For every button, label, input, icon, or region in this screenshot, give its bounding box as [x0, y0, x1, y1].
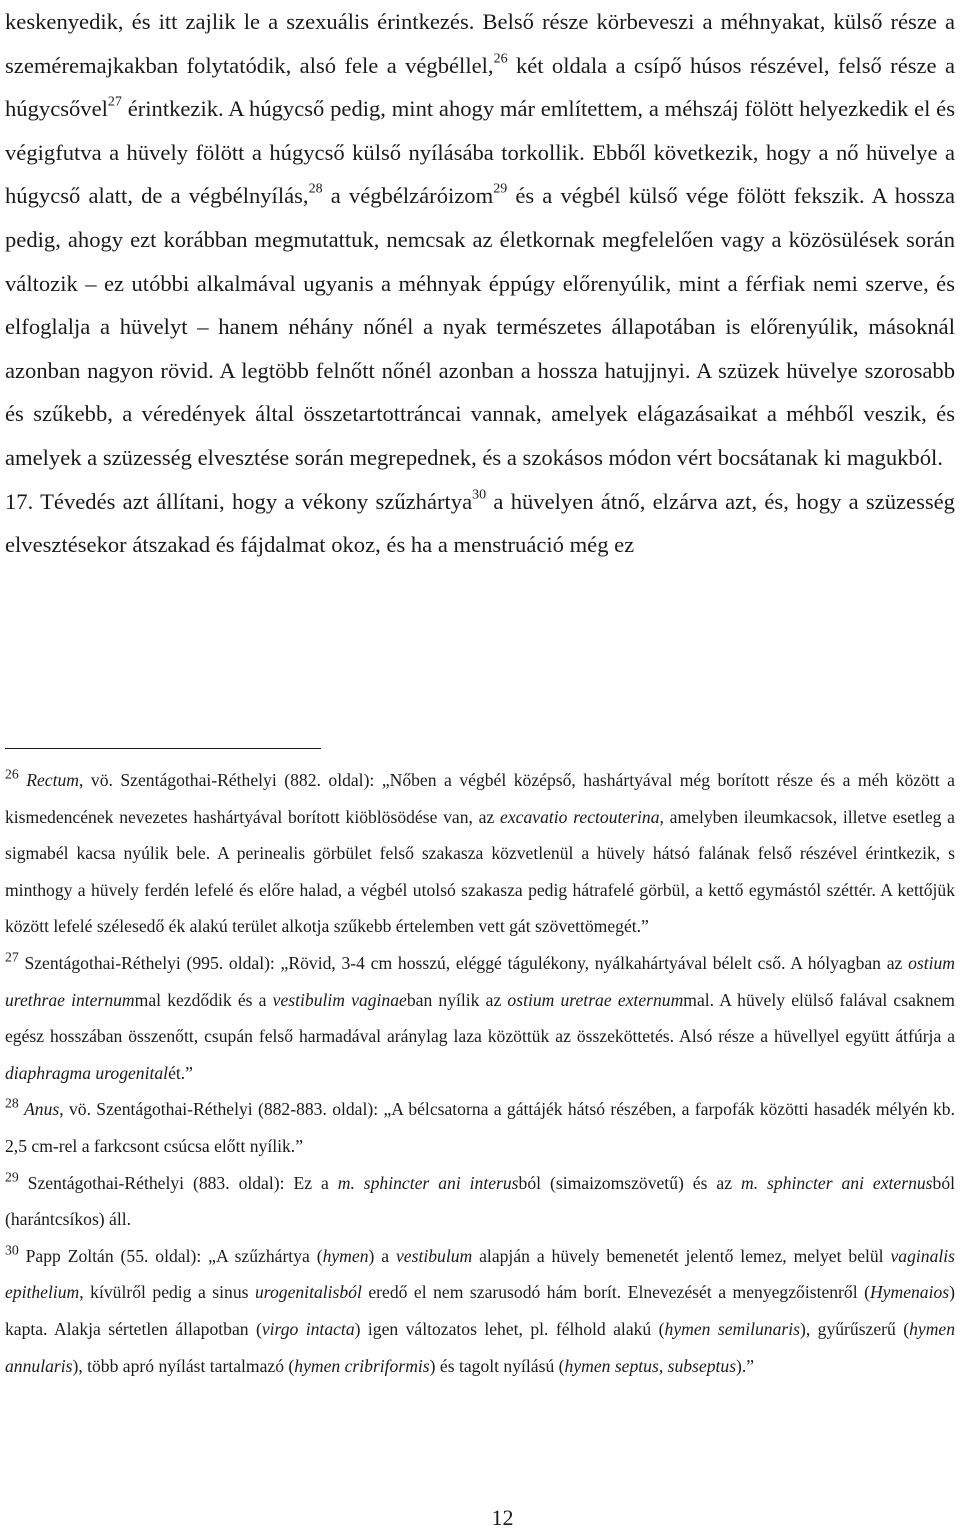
footnote-29 — [5, 1165, 955, 1238]
footnote-ref-30[interactable]: 30 — [472, 487, 487, 503]
text-run: ból (harántcsíkos) áll. — [5, 1172, 956, 1230]
italic-run: hymen annularis — [5, 1318, 956, 1376]
footnote-28 — [5, 1091, 955, 1164]
italic-run: vestibulim vaginae — [272, 989, 407, 1010]
document-page — [5, 0, 955, 567]
text-run: ) kapta. Alakja sértetlen állapotban ( — [5, 1282, 955, 1339]
footnote-number: 30 — [5, 1242, 19, 1258]
italic-run: vestibulum — [395, 1245, 473, 1266]
text-run: ) és tagolt nyílású ( — [429, 1355, 565, 1376]
text-run: ból (simaizomszövetű) és az — [518, 1172, 741, 1193]
footnote-27 — [5, 945, 955, 1091]
footnote-number: 26 — [5, 766, 19, 782]
paragraph-1 — [5, 0, 955, 480]
footnote-separator — [5, 748, 321, 749]
italic-run: hymen semilunaris — [664, 1318, 800, 1339]
italic-run: hymen — [322, 1245, 369, 1266]
italic-run: diaphragma urogenital — [5, 1062, 169, 1083]
italic-run: Hymenaios — [869, 1282, 950, 1303]
italic-run: hymen cribriformis — [294, 1355, 430, 1376]
italic-run: Rectum — [26, 770, 79, 790]
italic-run: vaginalis epithelium — [5, 1245, 955, 1303]
text-run: Papp Zoltán (55. oldal): „A szűzhártya ( — [18, 1245, 323, 1266]
footnote-ref-26[interactable]: 26 — [493, 51, 508, 67]
text-run: ) a — [368, 1245, 396, 1266]
text-run: keskenyedik, és itt zajlik le a szexuális érintkezés. Belső része körbeveszi a méhnyakat, külső része a szeméremajkakban folytatódik, alsó fele a végbéllel, — [5, 9, 955, 78]
italic-run: excavatio rectouterina — [500, 806, 660, 827]
text-run: ), több apró nyílást tartalmazó ( — [72, 1355, 295, 1376]
footnote-30 — [5, 1238, 955, 1384]
text-run: és a végbél külső vége fölött fekszik. A hossza pedig, ahogy ezt korábban megmutattuk, nemcsak az életkornak megfelelően vagy a közösülések során változik – ez utóbbi alkalmával ugyanis a méhnyak éppúgy előrenyúlik, mint a férfiak nemi szerve, és elfoglalja a hüvelyt – hanem néhány nőnél a nyak természetes állapotában is előrenyúlik, másoknál azonban nagyon rövid. A legtöbb felnőtt nőnél azonban a hossza hatujjnyi. A szüzek hüvelye szorosabb és szűkebb, a véredények által összetartottráncai vannak, amelyek elágazásaikat a méhből veszik, és amelyek a szüzesség elvesztése során megrepednek, és a szokásos módon vért bocsátanak ki magukból. — [5, 183, 956, 470]
text-run: , vö. Szentágothai-Réthelyi (882. oldal): „Nőben a végbél középső, hashártyával még borított része és a méh között a kismedencének nevezetes hashártyával borított kiöblösödése van, az — [5, 770, 955, 827]
text-run: ban nyílik az — [406, 989, 508, 1010]
footnote-number: 28 — [5, 1095, 19, 1111]
italic-run: virgo intacta — [261, 1318, 355, 1339]
italic-run: ostium uretrae externum — [507, 989, 684, 1010]
text-run: Szentágothai-Réthelyi (995. oldal): „Rövid, 3-4 cm hosszú, eléggé tágulékony, nyálkahártyával bélelt cső. A hólyagban az — [18, 952, 909, 973]
text-run: Szentágothai-Réthelyi (883. oldal): Ez a — [18, 1172, 338, 1193]
italic-run: urogenitalisból — [254, 1282, 362, 1303]
text-run: érintkezik. A húgycső pedig, mint ahogy már említettem, a méhszáj fölött helyezkedik el és végigfutva a hüvely fölött a húgycső külső nyílásába torkollik. Ebből következik, hogy a nő hüvelye a húgycső alatt, de a végbélnyílás, — [5, 96, 955, 209]
text-run: 17. Tévedés azt állítani, hogy a vékony szűzhártya — [5, 488, 473, 514]
text-run: , kívülről pedig a sinus — [79, 1282, 255, 1303]
body-text — [5, 0, 955, 567]
text-run: , amelyben ileumkacsok, illetve esetleg a sigmabél kacsa nyúlik bele. A perinealis görbület felső szakasza közvetlenül a hüvely hátsó falának felső részével érintkezik, s minthogy a hüvely ferdén lefelé és előre halad, a végbél utolsó szakasza pedig hátrafelé görbül, a kettő egymástól széttér. A kettőjük között lefelé szélesedő ék alakú terület alkotja szűkebb értelemben vett gát szövettömegét.” — [5, 806, 955, 937]
text-run: ).” — [736, 1355, 755, 1376]
italic-run: m. sphincter ani externus — [741, 1172, 933, 1193]
text-run: a hüvelyen átnő, elzárva azt, és, hogy a szüzesség elvesztésekor átszakad és fájdalmat okoz, és ha a menstruáció még ez — [5, 488, 955, 558]
text-run: ) igen változatos lehet, pl. félhold alakú ( — [354, 1318, 665, 1339]
text-run: ), gyűrűszerű ( — [799, 1318, 910, 1339]
footnote-ref-27[interactable]: 27 — [107, 94, 122, 110]
footnote-number: 29 — [5, 1168, 19, 1184]
italic-run: ostium urethrae internum — [5, 952, 955, 1010]
footnote-number: 27 — [5, 949, 19, 965]
italic-run: m. sphincter ani interus — [337, 1172, 519, 1193]
text-run: eredő el nem szarusodó hám borít. Elnevezését a menyegzőistenről ( — [361, 1282, 870, 1303]
text-run: két oldala a csípő húsos részével, felső része a húgycsővel — [5, 52, 955, 122]
italic-run: Anus — [24, 1099, 60, 1120]
text-run: mal. A hüvely elülső falával csaknem egész hosszában összenőtt, csupán felső harmadával aránylag laza közöttük az összeköttetés. Alsó része a hüvellyel együtt átfúrja a — [5, 989, 955, 1047]
text-run: a végbélzáróizom — [322, 183, 494, 209]
text-run: alapján a hüvely bemenetét jelentő lemez, melyet belül — [472, 1245, 891, 1266]
italic-run: hymen septus, subseptus — [564, 1355, 737, 1376]
footnote-ref-29[interactable]: 29 — [493, 181, 508, 197]
footnotes — [5, 762, 955, 1384]
footnote-26 — [5, 762, 955, 945]
text-run: , vö. Szentágothai-Réthelyi (882-883. oldal): „A bélcsatorna a gáttájék hátsó részében, a farpofák közötti hasadék mélyén kb. 2,5 cm-rel a farkcsont csúcsa előtt nyílik.” — [5, 1099, 955, 1156]
footnote-ref-28[interactable]: 28 — [308, 181, 323, 197]
paragraph-2 — [5, 480, 955, 567]
text-run: ét.” — [168, 1062, 193, 1083]
page-number: 12 — [491, 1505, 514, 1530]
text-run: mal kezdődik és a — [134, 989, 273, 1010]
